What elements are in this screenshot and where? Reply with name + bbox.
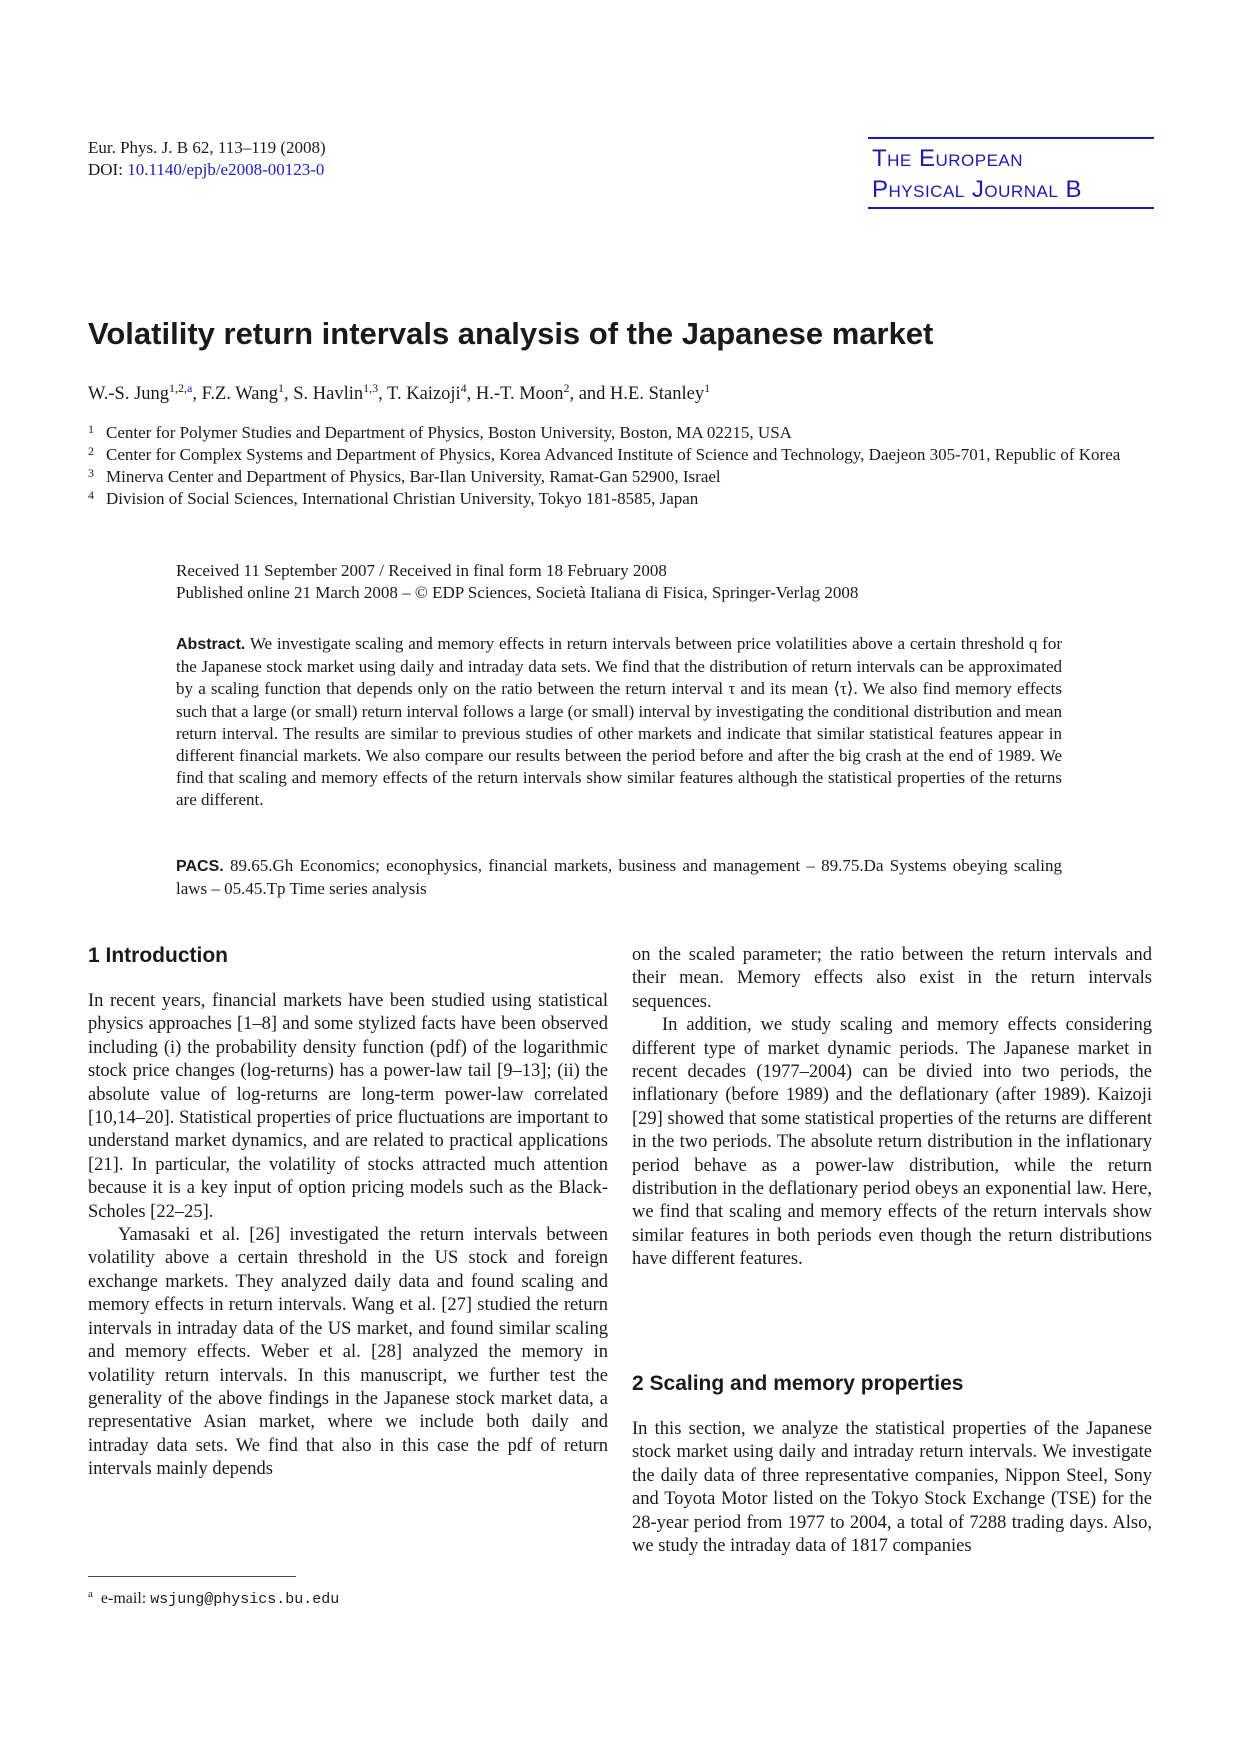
footnote-rule — [88, 1576, 296, 1577]
author: W.-S. Jung$^{1,2,a}$, — [88, 381, 202, 404]
author: T. Kaizoji$^4$, — [387, 381, 476, 404]
footnote — [88, 1584, 339, 1610]
footnote-link[interactable]: a — [187, 381, 193, 395]
author-list — [88, 382, 1168, 406]
footnote-label: e-mail: — [100, 1590, 151, 1607]
footnote-mark: a — [88, 1588, 93, 1600]
journal-name-line2: Physical Journal B — [872, 176, 1082, 203]
section-heading-introduction: 1 Introduction — [88, 944, 228, 967]
doi-line — [88, 159, 326, 181]
paragraph: Yamasaki et al. [26] investigated the return intervals between volatility above a certain threshold in the US stock and foreign exchange markets. They analyzed daily data and found scaling and memory effects in return intervals. Wang et al. [27] studied the return intervals in intraday data of the US market, and found similar scaling and memory effects. Weber et al. [28] analyzed the memory in volatility return intervals. In this manuscript, we further test the generality of the above findings in the Japanese stock market data, a representative Asian market, where we include both daily and intraday data sets. We find that also in this case the pdf of return intervals mainly depends — [88, 1225, 608, 1480]
abstract-label: Abstract. — [176, 636, 246, 653]
author: S. Havlin$^{1,3}$, — [293, 381, 388, 404]
author: H.E. Stanley$^1$ — [610, 381, 711, 404]
affiliation: 3 Minerva Center and Department of Physics, Bar-Ilan University, Ramat-Gan 52900, Israel — [88, 466, 721, 486]
journal-name-line1: The European — [872, 145, 1024, 172]
paragraph: In recent years, financial markets have been studied using statistical physics approaches [1–8] and some stylized facts have been observed including (i) the probability density function (pdf) of the logarithmic stock price changes (log-returns) has a power-law tail [9–13]; (ii) the absolute value of log-returns are long-term power-law correlated [10,14–20]. Statistical properties of price fluctuations are important to understand market dynamics, and are related to practical applications [21]. In particular, the volatility of stocks attracted much attention because it is a key input of option pricing models such as the Black-Scholes [22–25]. — [88, 991, 608, 1222]
doi-link[interactable]: 10.1140/epjb/e2008-00123-0 — [127, 160, 325, 179]
paper-title: Volatility return intervals analysis of the Japanese market — [88, 316, 934, 351]
section-heading-scaling: 2 Scaling and memory properties — [632, 1372, 964, 1395]
affiliations — [88, 422, 1168, 510]
citation-block — [88, 137, 326, 181]
left-column — [88, 990, 608, 1482]
affiliation: 4 Division of Social Sciences, International Christian University, Tokyo 181-8585, Japan — [88, 488, 699, 508]
abstract — [176, 633, 1062, 812]
abstract-text: We investigate scaling and memory effects in return intervals between price volatilities above a certain threshold q for the Japanese stock market using daily and intraday data sets. We find that the distribution of return intervals can be approximated by a scaling function that depends only on the ratio between the return interval τ and its mean ⟨τ⟩. We also find memory effects such that a large (or small) return interval follows a large (or small) interval by investigating the conditional distribution and mean return interval. The results are similar to previous studies of other markets and indicate that similar statistical features appear in different financial markets. We also compare our results between the period before and after the big crash at the end of 1989. We find that scaling and memory effects of the return intervals show similar features although the statistical properties of the returns are different. — [176, 634, 1062, 810]
pacs-label: PACS. — [176, 858, 224, 875]
affiliation: 1 Center for Polymer Studies and Department of Physics, Boston University, Boston, MA 02215, USA — [88, 422, 792, 442]
right-column-top — [632, 944, 1152, 1272]
right-column-bottom — [632, 1418, 1152, 1558]
paragraph: In addition, we study scaling and memory effects considering different type of market dynamic periods. The Japanese market in recent decades (1977–2004) can be divied into two periods, the inflationary (before 1989) and the deflationary (after 1989). Kaizoji [29] showed that some statistical properties of the returns are different in the two periods. The absolute return distribution in the inflationary period behave as a power-law distribution, while the return distribution in the deflationary period obeys an exponential law. Here, we find that scaling and memory effects of the return intervals show similar features in both periods even though the return distributions have different features. — [632, 1015, 1152, 1270]
paragraph: on the scaled parameter; the ratio between the return intervals and their mean. Memory effects also exist in the return intervals sequences. — [632, 945, 1152, 1012]
paragraph: In this section, we analyze the statistical properties of the Japanese stock market using daily and intraday return intervals. We investigate the daily data of three representative companies, Nippon Steel, Sony and Toyota Motor listed on the Tokyo Stock Exchange (TSE) for the 28-year period from 1977 to 2004, a total of 7288 trading days. Also, we study the intraday data of 1817 companies — [632, 1419, 1152, 1557]
received-dates: Received 11 September 2007 / Received in final form 18 February 2008 Published online 21 March 2008 – © EDP Sciences, Società Italiana di Fisica, Springer-Verlag 2008 — [176, 561, 859, 602]
pacs-text: 89.65.Gh Economics; econophysics, financial markets, business and management – 89.75.Da Systems obeying scaling laws – 05.45.Tp Time series analysis — [176, 856, 1063, 898]
author: H.-T. Moon$^2$, and — [475, 381, 611, 404]
journal-logo — [868, 137, 1154, 209]
email-address: wsjung@physics.bu.edu — [150, 1591, 340, 1608]
pacs — [176, 855, 1062, 900]
affiliation: 2 Center for Complex Systems and Department of Physics, Korea Advanced Institute of Science and Technology, Daejeon 305-701, Republic of Korea — [88, 444, 1121, 464]
doi-label: DOI: — [88, 160, 128, 179]
author: F.Z. Wang$^1$, — [201, 381, 294, 404]
citation: Eur. Phys. J. B 62, 113–119 (2008) — [88, 138, 326, 157]
